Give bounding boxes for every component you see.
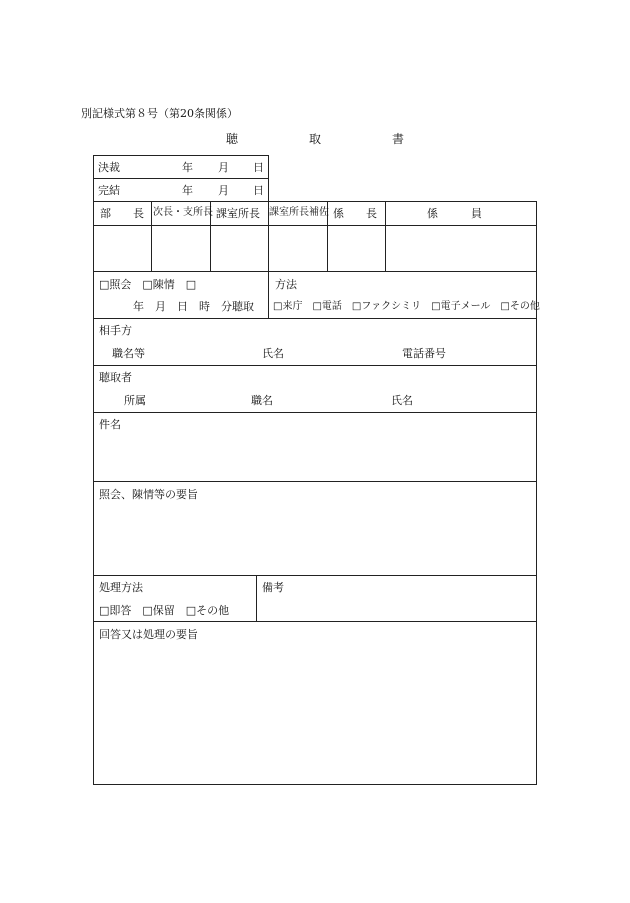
method-options: □来庁 □電話 □ファクシミリ □電子メール □その他 xyxy=(273,301,540,312)
completion-label: 完結 xyxy=(98,184,120,197)
inquiry-datetime: 年 月 日 時 分聴取 xyxy=(133,300,254,313)
listener-name: 氏名 xyxy=(391,394,413,407)
handling-options: □即答 □保留 □その他 xyxy=(99,604,230,617)
counterpart-label: 相手方 xyxy=(99,324,132,337)
listener-affiliation: 所属 xyxy=(124,394,146,407)
counterpart-name: 氏名 xyxy=(262,347,284,360)
counterpart-position: 職名等 xyxy=(112,347,145,360)
decision-label: 決裁 xyxy=(98,161,120,174)
completion-month: 月 xyxy=(218,184,229,197)
decision-month: 月 xyxy=(218,161,229,174)
completion-year: 年 xyxy=(182,184,193,197)
official-kakariin: 係 員 xyxy=(427,207,482,220)
title-char-2: 取 xyxy=(309,132,322,146)
decision-year: 年 xyxy=(182,161,193,174)
subject-label: 件名 xyxy=(99,418,121,431)
official-jicho: 次長・支所長 xyxy=(153,207,213,218)
official-kashitsucho: 課室所長 xyxy=(216,207,260,220)
title-char-1: 聴 xyxy=(226,132,239,146)
official-kakaricho: 係 長 xyxy=(333,207,377,220)
decision-day: 日 xyxy=(253,161,264,174)
title-char-3: 書 xyxy=(392,132,405,146)
summary-label: 照会、陳情等の要旨 xyxy=(99,488,198,501)
official-hosa: 課室所長補佐 xyxy=(269,207,329,218)
method-label: 方法 xyxy=(275,278,297,291)
listener-label: 聴取者 xyxy=(99,371,132,384)
completion-day: 日 xyxy=(253,184,264,197)
answer-label: 回答又は処理の要旨 xyxy=(99,628,198,641)
remarks-label: 備考 xyxy=(262,581,284,594)
inquiry-types: □照会 □陳情 □ xyxy=(99,278,197,291)
handling-label: 処理方法 xyxy=(99,581,143,594)
official-bucho: 部 長 xyxy=(100,207,144,220)
listener-position: 職名 xyxy=(251,394,273,407)
form-reference: 別記様式第８号（第20条関係） xyxy=(81,107,238,120)
counterpart-phone: 電話番号 xyxy=(402,347,446,360)
